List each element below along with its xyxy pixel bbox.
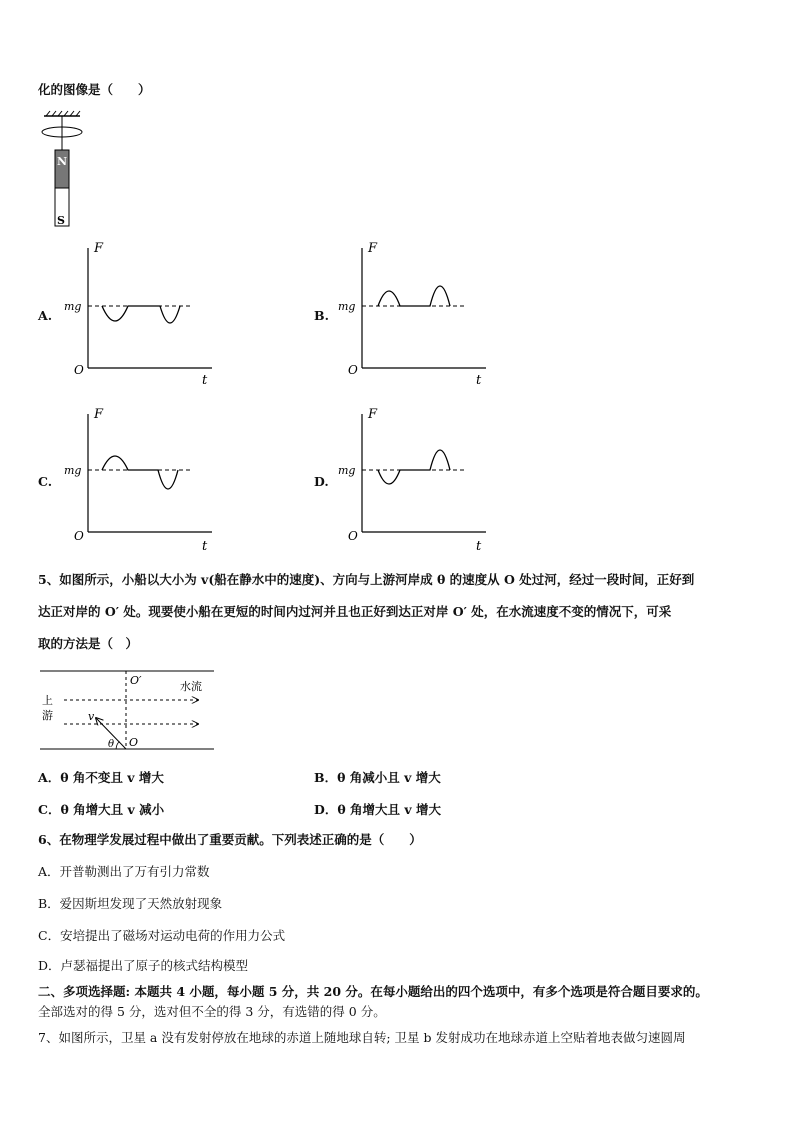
question-5-line-1: 5、如图所示，小船以大小为 v(船在静水中的速度)、方向与上游河岸成 θ 的速度从 O 处过河，经过一段时间，正好到	[38, 572, 695, 587]
question-6-option-d: D．卢瑟福提出了原子的核式结构模型	[38, 958, 249, 973]
graph-d-f-label: F	[368, 407, 378, 422]
graph-d-origin-label: O	[348, 529, 358, 543]
graph-b	[336, 236, 496, 386]
option-a-label: A.	[38, 308, 53, 323]
graph-c-t-label: t	[202, 539, 208, 554]
option-c-label: C.	[38, 474, 53, 489]
question-5-option-d: D．θ 角增大且 v 增大	[314, 802, 441, 817]
river-upstream-top-label: 上	[42, 694, 53, 707]
graph-b-f-label: F	[368, 241, 378, 256]
question-6-option-b: B．爱因斯坦发现了天然放射现象	[38, 896, 223, 911]
option-d-label: D.	[314, 474, 329, 489]
question-5-line-3: 取的方法是（ ）	[38, 636, 139, 651]
question-7-line-1: 7、如图所示，卫星 a 没有发射停放在地球的赤道上随地球自转; 卫星 b 发射成功在地球赤道上空贴着地表做匀速圆周	[38, 1030, 686, 1045]
graph-c-mg-label: mg	[64, 464, 82, 477]
question-6-option-a: A．开普勒测出了万有引力常数	[38, 864, 210, 879]
graph-a-t-label: t	[202, 373, 208, 388]
graph-c-origin-label: O	[74, 529, 84, 543]
question-5-option-a: A．θ 角不变且 v 增大	[38, 770, 164, 785]
graph-a-mg-label: mg	[64, 300, 82, 313]
river-theta-label: θ	[108, 739, 115, 750]
graph-d	[336, 402, 496, 552]
graph-c-f-label: F	[94, 407, 104, 422]
graph-d-mg-label: mg	[338, 464, 356, 477]
river-o-prime-label: O′	[130, 674, 142, 687]
question-4-tail: 化的图像是（ ）	[38, 82, 151, 97]
river-figure	[38, 666, 218, 756]
option-b-label: B.	[314, 308, 329, 323]
graph-b-origin-label: O	[348, 363, 358, 377]
graph-a-f-label: F	[94, 241, 104, 256]
question-6-option-c: C．安培提出了磁场对运动电荷的作用力公式	[38, 928, 286, 943]
river-v-label: v	[88, 710, 95, 723]
magnet-s-label: S	[57, 214, 65, 227]
river-upstream-bottom-label: 游	[42, 709, 53, 722]
section-2-line-2: 全部选对的得 5 分，选对但不全的得 3 分，有选错的得 0 分。	[38, 1004, 386, 1019]
river-flow-label: 水流	[180, 680, 202, 693]
graph-a-origin-label: O	[74, 363, 84, 377]
section-2-line-1: 二、多项选择题: 本题共 4 小题，每小题 5 分，共 20 分。在每小题给出的四个选项中，有多个选项是符合题目要求的。	[38, 984, 708, 999]
graph-c	[62, 402, 222, 552]
question-5-option-b: B．θ 角减小且 v 增大	[314, 770, 441, 785]
question-5-line-2: 达正对岸的 O′ 处。现要使小船在更短的时间内过河并且也正好到达正对岸 O′ 处，在水流速度不变的情况下，可采	[38, 604, 672, 619]
graph-a	[62, 236, 222, 386]
magnet-n-label: N	[57, 155, 68, 168]
magnet-figure	[36, 110, 96, 230]
question-6-stem: 6、在物理学发展过程中做出了重要贡献。下列表述正确的是（ ）	[38, 832, 422, 847]
question-5-option-c: C．θ 角增大且 v 减小	[38, 802, 165, 817]
graph-d-t-label: t	[476, 539, 482, 554]
graph-b-mg-label: mg	[338, 300, 356, 313]
graph-b-t-label: t	[476, 373, 482, 388]
river-o-label: O	[129, 736, 139, 749]
